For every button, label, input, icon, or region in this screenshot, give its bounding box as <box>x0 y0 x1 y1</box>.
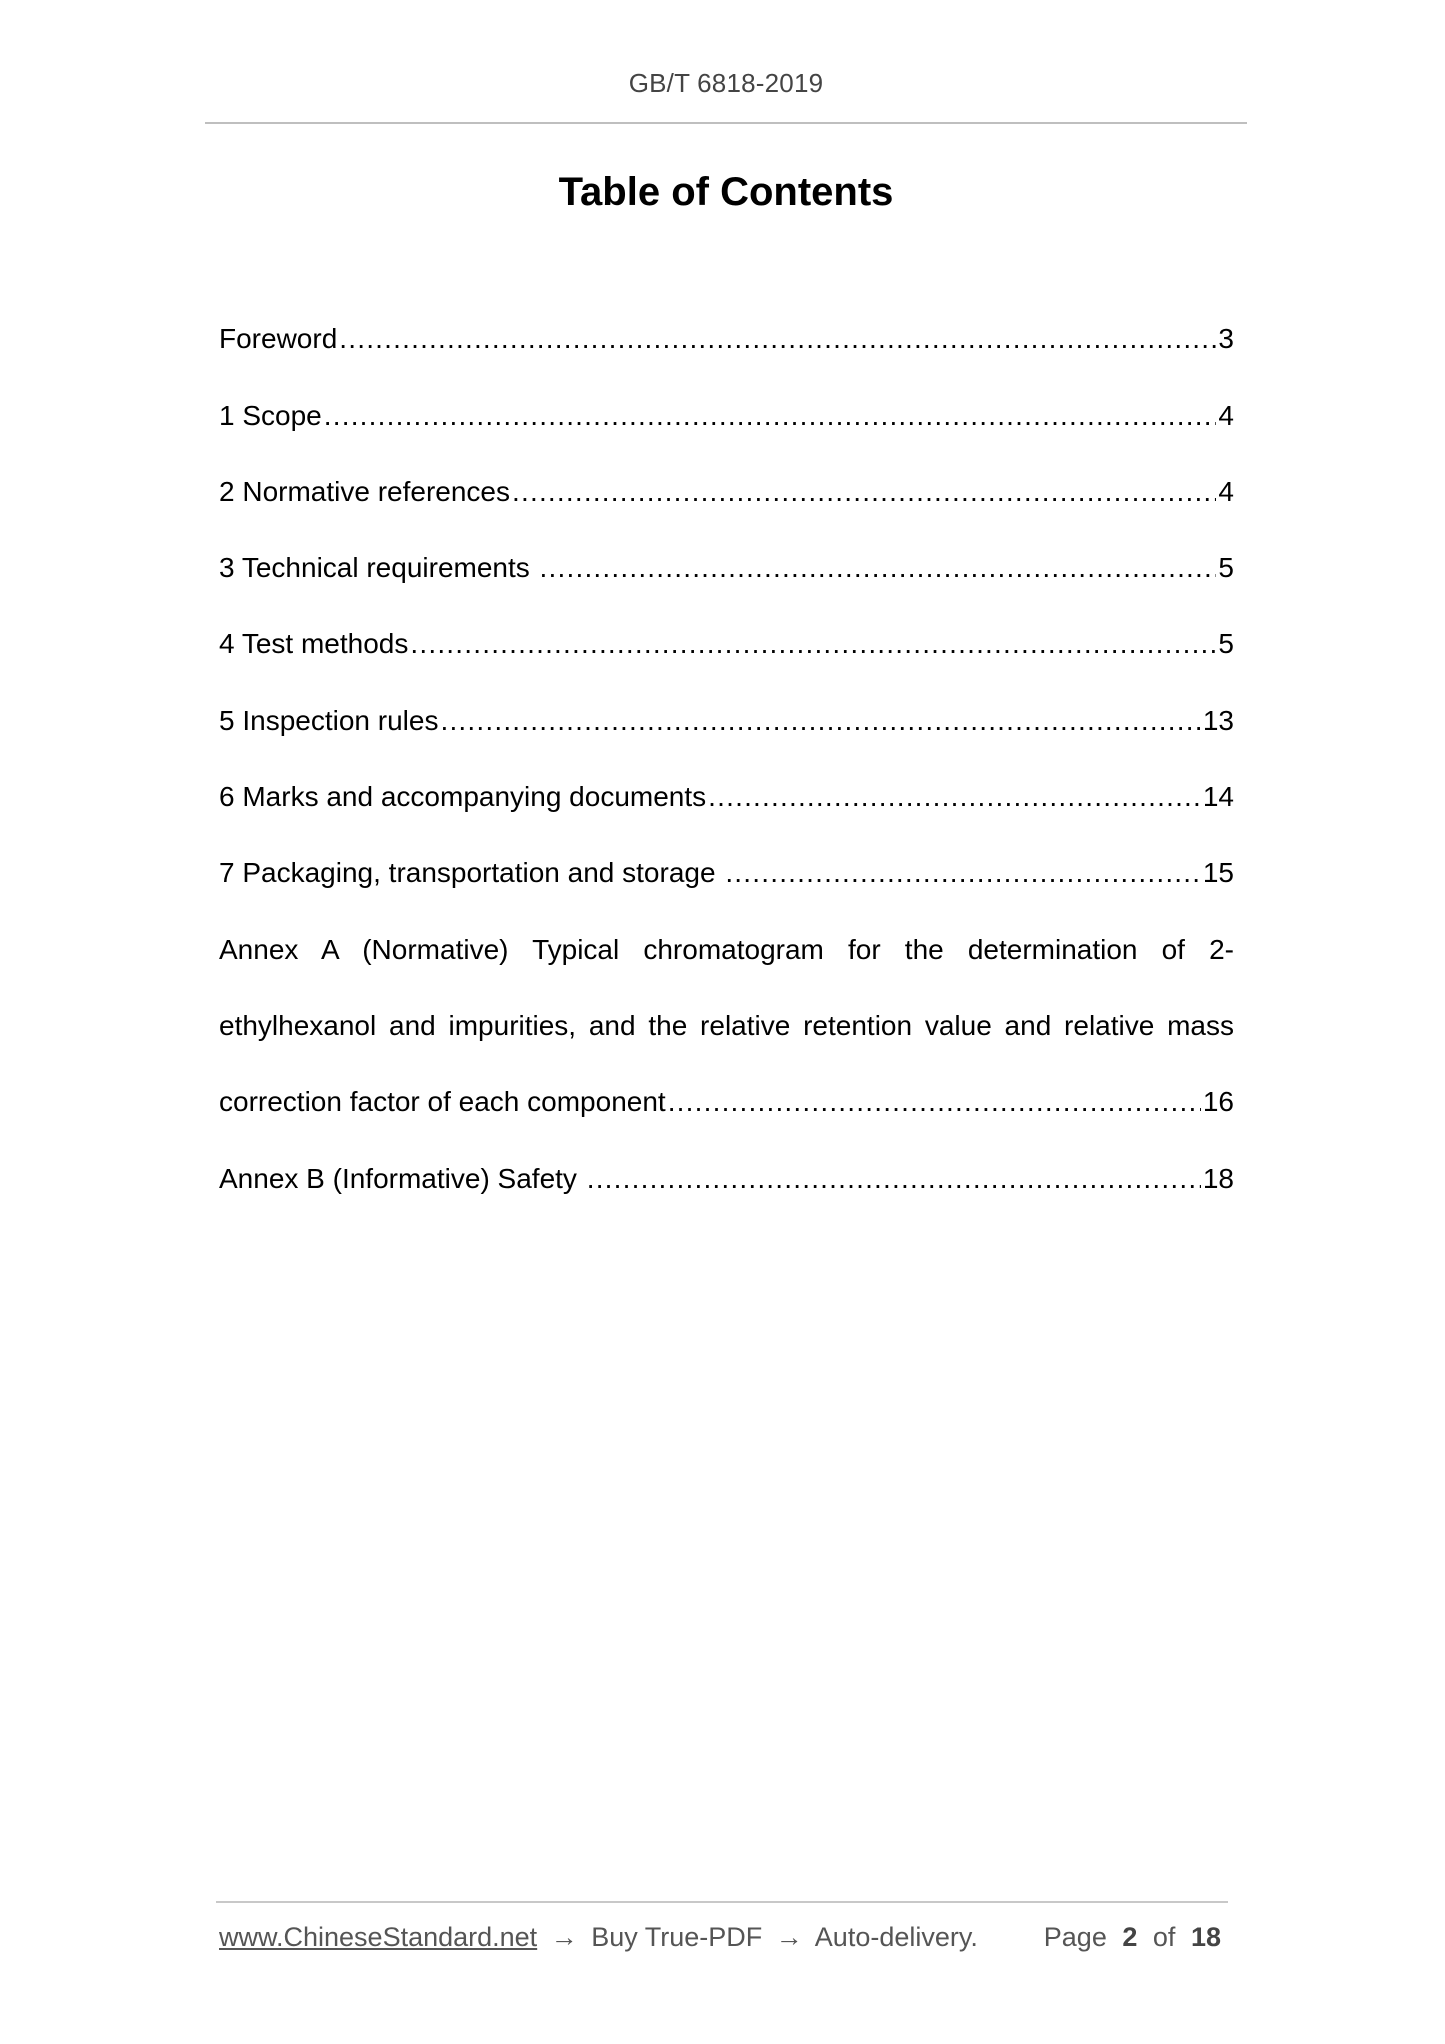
toc-entry-label: 4 Test methods <box>219 628 409 660</box>
dot-leader <box>440 700 1200 742</box>
dot-leader <box>708 776 1201 818</box>
toc-entry-technical-requirements[interactable] <box>219 513 1234 589</box>
toc-entry-page: 15 <box>1202 857 1234 889</box>
total-pages: 18 <box>1190 1922 1221 1952</box>
arrow-right-icon: → <box>775 1922 803 1952</box>
toc-entry-foreword[interactable] <box>219 284 1234 360</box>
page-footer <box>219 1922 1229 1953</box>
toc-entry-test-methods[interactable] <box>219 589 1234 665</box>
toc-entry-scope[interactable] <box>219 360 1234 436</box>
delivery-text: Auto-delivery. <box>814 1922 978 1952</box>
dot-leader <box>540 547 1217 589</box>
toc-entry-label: 5 Inspection rules <box>219 704 439 736</box>
toc-entry-page: 5 <box>1218 552 1234 584</box>
toc-entry-inspection-rules[interactable] <box>219 665 1234 741</box>
toc-entry-label: Annex B (Informative) Safety <box>219 1162 585 1194</box>
toc-entry-page: 3 <box>1218 323 1234 355</box>
toc-entry-annex-a[interactable] <box>219 894 1234 1123</box>
document-id-header: GB/T 6818-2019 <box>628 68 824 98</box>
arrow-right-icon: → <box>550 1922 578 1952</box>
toc-entry-label: 7 Packaging, transportation and storage <box>219 857 724 889</box>
dot-leader <box>587 1158 1201 1200</box>
header-divider <box>205 122 1247 124</box>
toc-entry-label-line3: correction factor of each component <box>219 1086 666 1118</box>
page-number <box>1044 1922 1229 1953</box>
site-link[interactable]: www.ChineseStandard.net <box>219 1922 538 1952</box>
toc-entry-page: 5 <box>1218 628 1234 660</box>
toc-entry-label: 1 Scope <box>219 399 322 431</box>
dot-leader <box>410 623 1216 665</box>
toc-entry-label: 6 Marks and accompanying documents <box>219 781 707 813</box>
of-word: of <box>1152 1922 1176 1952</box>
dot-leader <box>324 395 1217 437</box>
table-of-contents <box>219 284 1234 1200</box>
toc-entry-page: 14 <box>1202 781 1234 813</box>
toc-entry-annex-b[interactable] <box>219 1123 1234 1199</box>
toc-entry-page: 16 <box>1202 1086 1234 1118</box>
page-title: Table of Contents <box>558 170 894 214</box>
dot-leader <box>339 318 1216 360</box>
dot-leader <box>512 471 1216 513</box>
toc-entry-label-line2: ethylhexanol and impurities, and the relative retention value and relative mass <box>219 1009 1234 1041</box>
page-word: Page <box>1043 1922 1107 1952</box>
toc-entry-label-line1: Annex A (Normative) Typical chromatogram for the determination of 2- <box>219 933 1234 965</box>
current-page: 2 <box>1122 1922 1138 1952</box>
toc-entry-page: 18 <box>1202 1162 1234 1194</box>
footer-promo <box>219 1922 978 1953</box>
toc-entry-normative-references[interactable] <box>219 437 1234 513</box>
toc-entry-packaging[interactable] <box>219 818 1234 894</box>
toc-entry-marks-documents[interactable] <box>219 742 1234 818</box>
toc-entry-page: 4 <box>1218 399 1234 431</box>
toc-entry-label: 2 Normative references <box>219 475 511 507</box>
footer-divider <box>216 1901 1228 1903</box>
buy-text: Buy True-PDF <box>591 1922 763 1952</box>
dot-leader <box>668 1081 1201 1123</box>
dot-leader <box>725 852 1201 894</box>
toc-entry-label-line3-row <box>219 1047 1234 1123</box>
toc-entry-page: 4 <box>1218 475 1234 507</box>
toc-entry-label: Foreword <box>219 323 338 355</box>
toc-entry-label: 3 Technical requirements <box>219 552 538 584</box>
toc-entry-page: 13 <box>1202 704 1234 736</box>
